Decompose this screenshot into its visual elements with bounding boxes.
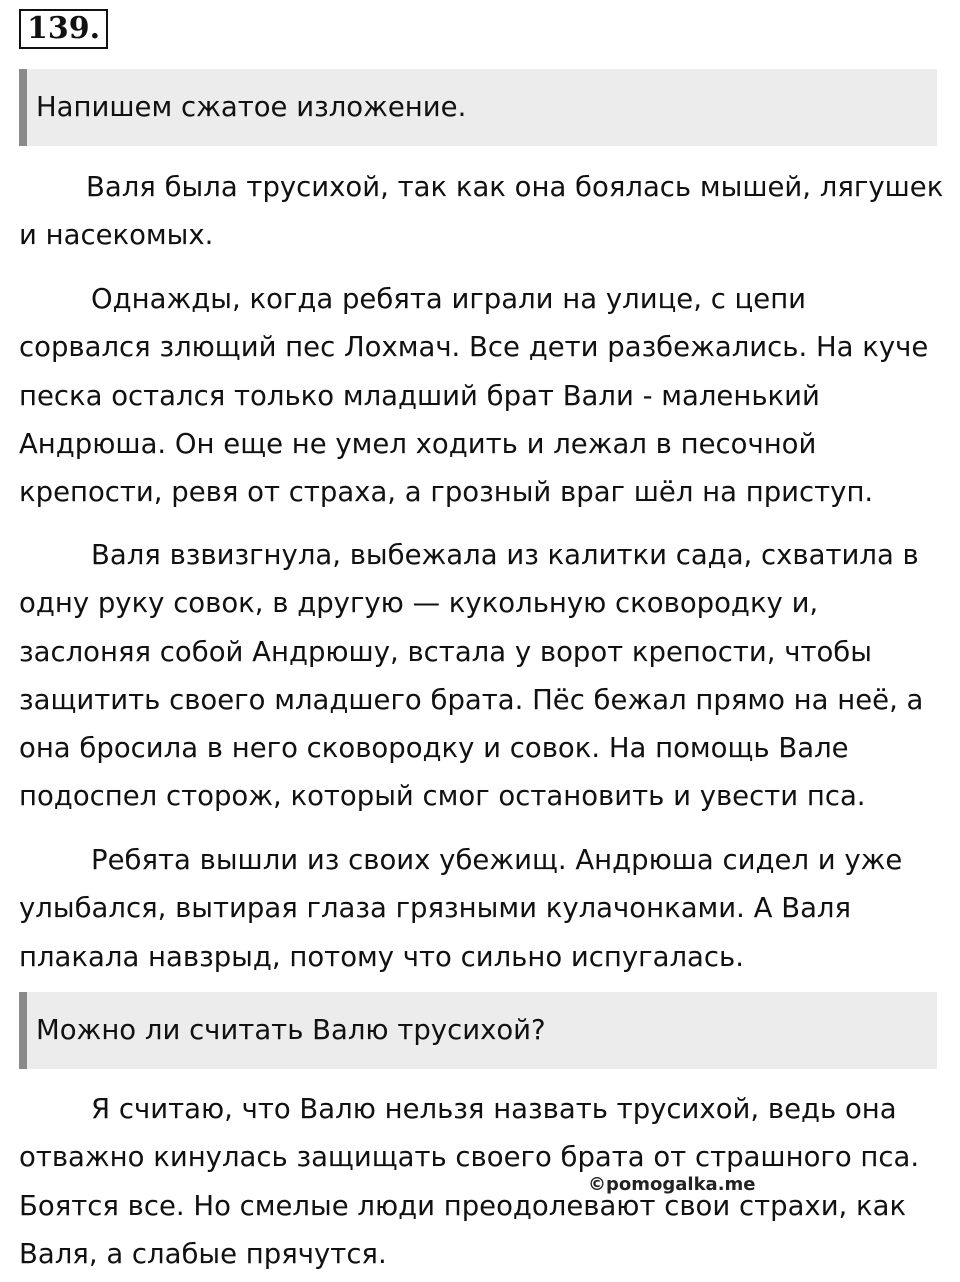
- summary-paragraph-2: Однажды, когда ребята играли на улице, с цепи сорвался злющий пес Лохмач. Все дети разбежались. На куче песка остался только младший брат Вали - маленький Андрюша. Он еще не умел ходить и лежал в песочной крепости, ревя от страха, а грозный враг шёл на приступ.: [19, 283, 929, 509]
- answer-paragraph: Я считаю, что Валю нельзя назвать трусихой, ведь она отважно кинулась защищать своего брата от страшного пса. Боятся все. Но смелые люди преодолевают свои страхи, как Валя, а слабые прячутся.: [19, 1093, 920, 1270]
- summary-paragraph-1: Валя была трусихой, так как она боялась мышей, лягушек и насекомых.: [19, 171, 944, 252]
- question-bar-summary: [19, 69, 937, 146]
- watermark: ©pomogalka.me: [588, 1174, 756, 1195]
- summary-paragraph-4: Ребята вышли из своих убежищ. Андрюша сидел и уже улыбался, вытирая глаза грязными кулачонками. А Валя плакала навзрыд, потому что сильно испугалась.: [19, 844, 903, 973]
- summary-paragraph-3: Валя взвизгнула, выбежала из калитки сада, схватила в одну руку совок, в другую — кукольную сковородку и, заслоняя собой Андрюшу, встала у ворот крепости, чтобы защитить своего младшего брата. Пёс бежал прямо на неё, а она бросила в него сковородку и совок. На помощь Вале подоспел сторож, который смог остановить и увести пса.: [19, 539, 924, 813]
- question-bar-coward: [19, 992, 937, 1069]
- question-text: Напишем сжатое изложение.: [36, 90, 467, 123]
- exercise-number: 139: [27, 11, 90, 46]
- exercise-number-box: [19, 9, 108, 49]
- exercise-number-suffix: .: [89, 11, 101, 46]
- question-text: Можно ли считать Валю трусихой?: [36, 1013, 546, 1046]
